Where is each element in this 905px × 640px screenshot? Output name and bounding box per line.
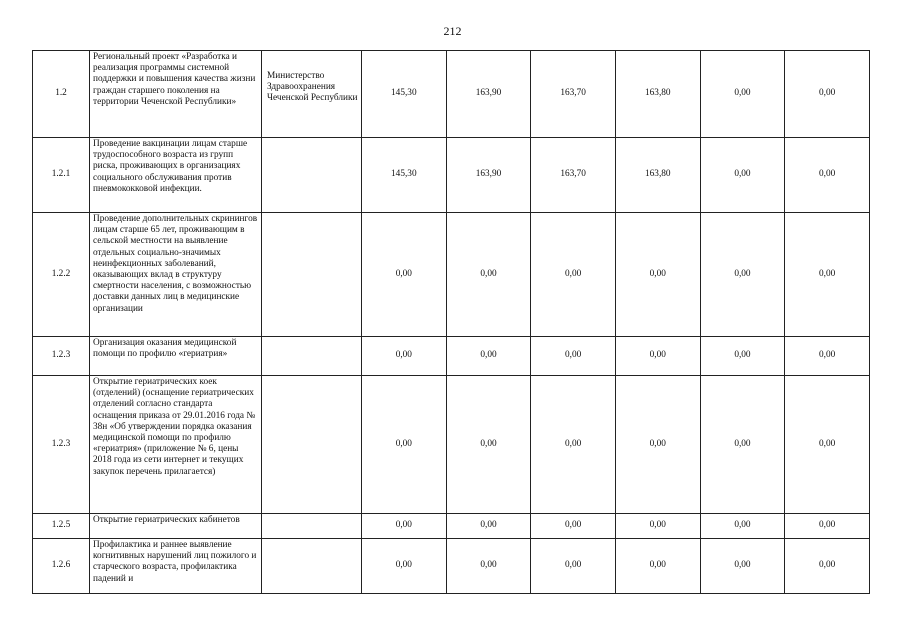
row-number: 1.2.1 xyxy=(33,138,90,213)
value-cell: 0,00 xyxy=(362,376,447,514)
value-cell: 0,00 xyxy=(785,337,870,376)
value-cell: 0,00 xyxy=(700,337,785,376)
value-cell: 0,00 xyxy=(700,51,785,138)
value-cell: 0,00 xyxy=(446,514,531,539)
value-cell: 0,00 xyxy=(446,376,531,514)
row-number: 1.2.3 xyxy=(33,376,90,514)
value-cell: 163,90 xyxy=(446,138,531,213)
value-cell: 163,70 xyxy=(531,51,616,138)
value-cell: 0,00 xyxy=(362,539,447,594)
table-row xyxy=(33,138,870,213)
value-cell: 0,00 xyxy=(531,539,616,594)
row-number: 1.2.2 xyxy=(33,213,90,337)
value-cell: 0,00 xyxy=(785,213,870,337)
value-cell: 0,00 xyxy=(362,337,447,376)
value-cell: 0,00 xyxy=(615,376,700,514)
value-cell: 0,00 xyxy=(615,213,700,337)
value-cell: 163,70 xyxy=(531,138,616,213)
value-cell: 0,00 xyxy=(785,539,870,594)
value-cell: 0,00 xyxy=(700,539,785,594)
responsible-organization xyxy=(262,539,362,594)
row-description: Открытие гериатрических коек (отделений) (оснащение гериатрических отделений согласно стандарта оснащения приказа от 29.01.2016 года № 38н «Об утверждении порядка оказания медицинской помощи по профилю «гериатрия» (приложение № 6, цены 2018 года из сети интернет и текущих закупок перечень прилагается) xyxy=(90,376,262,514)
value-cell: 0,00 xyxy=(785,514,870,539)
value-cell: 163,90 xyxy=(446,51,531,138)
value-cell: 145,30 xyxy=(362,51,447,138)
value-cell: 0,00 xyxy=(446,539,531,594)
value-cell: 0,00 xyxy=(785,376,870,514)
value-cell: 0,00 xyxy=(531,337,616,376)
row-description: Открытие гериатрических кабинетов xyxy=(90,514,262,539)
value-cell: 163,80 xyxy=(615,51,700,138)
table-row xyxy=(33,213,870,337)
value-cell: 0,00 xyxy=(531,514,616,539)
value-cell: 0,00 xyxy=(700,514,785,539)
row-number: 1.2 xyxy=(33,51,90,138)
row-description: Проведение вакцинации лицам старше трудоспособного возраста из групп риска, проживающих в организациях социального обслуживания против пневмококковой инфекции. xyxy=(90,138,262,213)
row-number: 1.2.3 xyxy=(33,337,90,376)
table-row xyxy=(33,539,870,594)
value-cell: 0,00 xyxy=(531,376,616,514)
responsible-organization: Министерство Здравоохранения Чеченской Республики xyxy=(262,51,362,138)
value-cell: 0,00 xyxy=(785,51,870,138)
value-cell: 0,00 xyxy=(615,337,700,376)
value-cell: 0,00 xyxy=(700,376,785,514)
row-number: 1.2.5 xyxy=(33,514,90,539)
value-cell: 0,00 xyxy=(615,539,700,594)
value-cell: 0,00 xyxy=(446,337,531,376)
row-description: Организация оказания медицинской помощи по профилю «гериатрия» xyxy=(90,337,262,376)
value-cell: 163,80 xyxy=(615,138,700,213)
responsible-organization xyxy=(262,337,362,376)
value-cell: 0,00 xyxy=(700,213,785,337)
table-row xyxy=(33,337,870,376)
row-number: 1.2.6 xyxy=(33,539,90,594)
responsible-organization xyxy=(262,514,362,539)
responsible-organization xyxy=(262,213,362,337)
value-cell: 0,00 xyxy=(446,213,531,337)
value-cell: 0,00 xyxy=(700,138,785,213)
row-description: Профилактика и раннее выявление когнитивных нарушений лиц пожилого и старческого возраста, профилактика падений и xyxy=(90,539,262,594)
table-row xyxy=(33,514,870,539)
row-description: Проведение дополнительных скринингов лицам старше 65 лет, проживающим в сельской местности на выявление отдельных социально-значимых неинфекционных заболеваний, оказывающих вклад в структуру смертности населения, с возможностью доставки данных лиц в медицинские организации xyxy=(90,213,262,337)
value-cell: 0,00 xyxy=(785,138,870,213)
value-cell: 145,30 xyxy=(362,138,447,213)
value-cell: 0,00 xyxy=(531,213,616,337)
value-cell: 0,00 xyxy=(615,514,700,539)
responsible-organization xyxy=(262,138,362,213)
budget-table xyxy=(32,50,870,594)
table-row xyxy=(33,376,870,514)
responsible-organization xyxy=(262,376,362,514)
table-row xyxy=(33,51,870,138)
row-description: Региональный проект «Разработка и реализация программы системной поддержки и повышения качества жизни граждан старшего поколения на территории Чеченской Республики» xyxy=(90,51,262,138)
page-number: 212 xyxy=(443,24,462,38)
value-cell: 0,00 xyxy=(362,514,447,539)
value-cell: 0,00 xyxy=(362,213,447,337)
